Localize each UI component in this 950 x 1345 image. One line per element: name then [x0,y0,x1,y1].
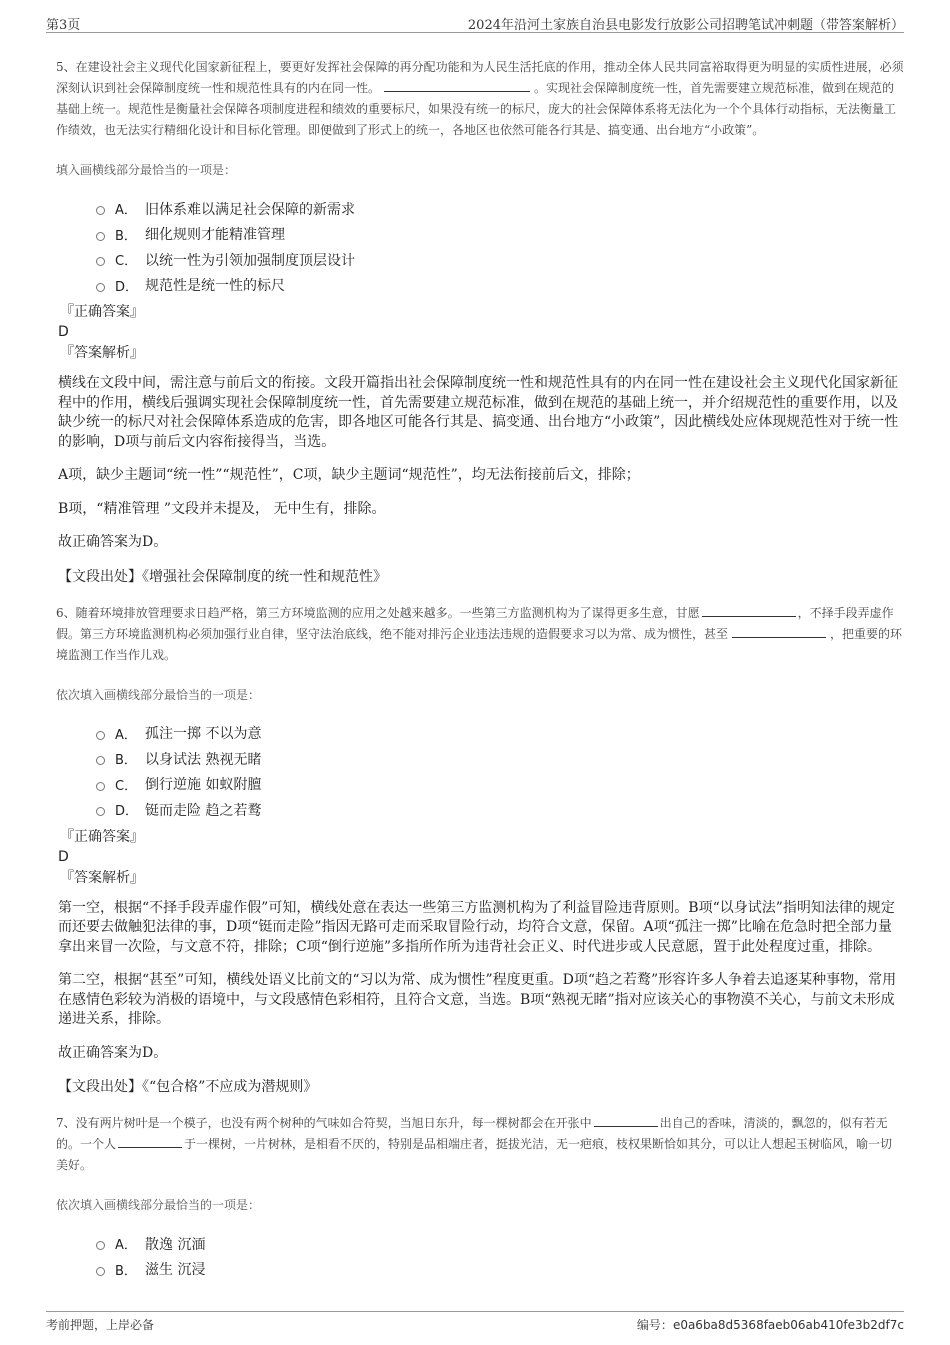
analysis-heading: 『答案解析』 [60,869,144,886]
question-stem: 5、在建设社会主义现代化国家新征程上，要更好发挥社会保障的再分配功能和为人民生活托底的作用，推动全体人民共同富裕取得更为明显的实质性进展，必须深刻认识到社会保障制度统一性和规范性具有的内在同一性。 。实现社会保障制度统一性，首先需要建立规范标准，做到在规范的基础上统一。规范性是衡量社会保障各项制度进程和绩效的重要标尺，如果没有统一的标尺，庞大的社会保障体系将无法化为一个个具体行动指标，无法衡量工作绩效，也无法实行精细化设计和目标化管理。即便做到了形式上的统一，各地区也依然可能各行其是、搞变通、出台地方“小政策”。 [56,60,904,137]
analysis-paragraph: 故正确答案为D。 [58,534,168,550]
radio-icon[interactable] [96,782,105,791]
option-c[interactable]: C． 以统一性为引领加强制度顶层设计 [96,247,904,273]
analysis-paragraph: B项，“精准管理 ”文段并未提及， 无中生有，排除。 [58,500,386,517]
option-b[interactable]: B． 以身试法 熟视无睹 [96,746,904,772]
document-body [56,57,904,1282]
fill-blank [118,1135,182,1148]
fill-blank [594,1114,658,1127]
fill-blank [702,604,796,617]
analysis-paragraph: A项，缺少主题词“统一性”“规范性”，C项，缺少主题词“规范性”，均无法衔接前后文，排除； [58,467,640,483]
question-prompt: 依次填入画横线部分最恰当的一项是： [56,1198,261,1212]
options-list [96,721,904,823]
radio-icon[interactable] [96,731,105,740]
option-b[interactable]: B． 滋生 沉浸 [96,1257,904,1283]
options-list [96,196,904,298]
question-stem: 7、没有两片树叶是一个模子，也没有两个树种的气味如合符契，当旭日东升，每一棵树都会在开张中 出自己的香味，清淡的，飘忽的，似有若无的。一个人 于一棵树，一片树林，是相看不厌的，特别是品相端庄者，挺拔光洁，无一疤痕，枝权果断恰如其分，可以让人想起玉树临风，喻一切美好。 [56,1116,893,1172]
page-number: 第3页 [46,18,81,33]
correct-answer: D [58,324,69,340]
question-prompt: 依次填入画横线部分最恰当的一项是： [56,687,261,702]
radio-icon[interactable] [96,257,105,266]
analysis-paragraph: 故正确答案为D。 [58,1044,168,1061]
radio-icon[interactable] [96,807,105,816]
page-header [46,12,904,33]
options-list [96,1231,904,1282]
radio-icon[interactable] [96,756,105,765]
radio-icon[interactable] [96,232,105,241]
analysis-paragraph: 横线在文段中间，需注意与前后文的衔接。文段开篇指出社会保障制度统一性和规范性具有的内在同一性在建设社会主义现代化国家新征程中的作用，横线后强调实现社会保障制度统一性，首先需要建立规范标准，做到在规范的基础上统一，并介绍规范性的重要作用，以及缺少统一的标尺对社会保障体系造成的危害，即各地区可能各行其是、搞变通、出台地方“小政策”，因此横线处应体现规范性对于统一性的影响，D项与前后文内容衔接得当，当选。 [58,375,899,450]
option-a[interactable]: A． 散逸 沉湎 [96,1231,904,1257]
option-a[interactable]: A． 旧体系难以满足社会保障的新需求 [96,196,904,222]
answer-heading: 『正确答案』 [60,304,144,320]
option-d[interactable]: D． 规范性是统一性的标尺 [96,273,904,299]
document-title: 2024年沿河土家族自治县电影发行放影公司招聘笔试冲刺题（带答案解析） [467,18,904,33]
footer-slogan: 考前押题，上岸必备 [46,1318,155,1332]
question-5 [56,57,904,587]
question-prompt: 填入画横线部分最恰当的一项是： [56,163,237,177]
radio-icon[interactable] [96,206,105,215]
document-code: 编号：e0a6ba8d5368faeb06ab410fe3b2df7c [636,1318,904,1332]
page-footer [46,1311,904,1334]
analysis-paragraph: 第二空，根据“甚至”可知，横线处语义比前文的“习以为常、成为惯性”程度更重。D项“趋之若鹜”形容许多人争着去追逐某种事物，常用在感情色彩较为消极的语境中，与文段感情色彩相符，且符合文意，当选。B项“熟视无睹”指对应该关心的事物漠不关心，与前文未形成递进关系，排除。 [58,972,897,1027]
question-7 [56,1113,904,1282]
source-citation: 【文段出处】《“包合格”不应成为潜规则》 [58,1079,318,1095]
radio-icon[interactable] [96,1241,105,1250]
option-b[interactable]: B． 细化规则才能精准管理 [96,222,904,248]
radio-icon[interactable] [96,1267,105,1276]
question-6 [56,603,904,1098]
option-d[interactable]: D． 铤而走险 趋之若鹜 [96,797,904,823]
answer-heading: 『正确答案』 [60,828,144,845]
source-citation: 【文段出处】《增强社会保障制度的统一性和规范性》 [58,568,387,585]
question-stem: 6、随着环境排放管理要求日趋严格，第三方环境监测的应用之处越来越多。一些第三方监测机构为了谋得更多生意，甘愿 ，不择手段弄虚作假。第三方环境监测机构必须加强行业自律，坚守法治底线，绝不能对排污企业违法违规的造假要求习以为常、成为惯性，甚至 ，把重要的环境监测工作当作儿戏。 [56,605,903,662]
option-c[interactable]: C． 倒行逆施 如蚁附膻 [96,772,904,798]
option-a[interactable]: A． 孤注一掷 不以为意 [96,721,904,747]
fill-blank [732,625,826,638]
analysis-heading: 『答案解析』 [60,345,144,361]
analysis-paragraph: 第一空，根据“不择手段弄虚作假”可知，横线处意在表达一些第三方监测机构为了利益冒险违背原则。B项“以身试法”指明知法律的规定而还要去做触犯法律的事，D项“铤而走险”指因无路可走而采取冒险行动，均符合文意，保留。A项“孤注一掷”比喻在危急时把全部力量拿出来冒一次险，与文意不符，排除；C项“倒行逆施”多指所作所为违背社会正义、时代进步或人民意愿，置于此处程度过重，排除。 [58,899,895,955]
fill-blank [384,79,530,92]
radio-icon[interactable] [96,283,105,292]
correct-answer: D [58,848,69,865]
